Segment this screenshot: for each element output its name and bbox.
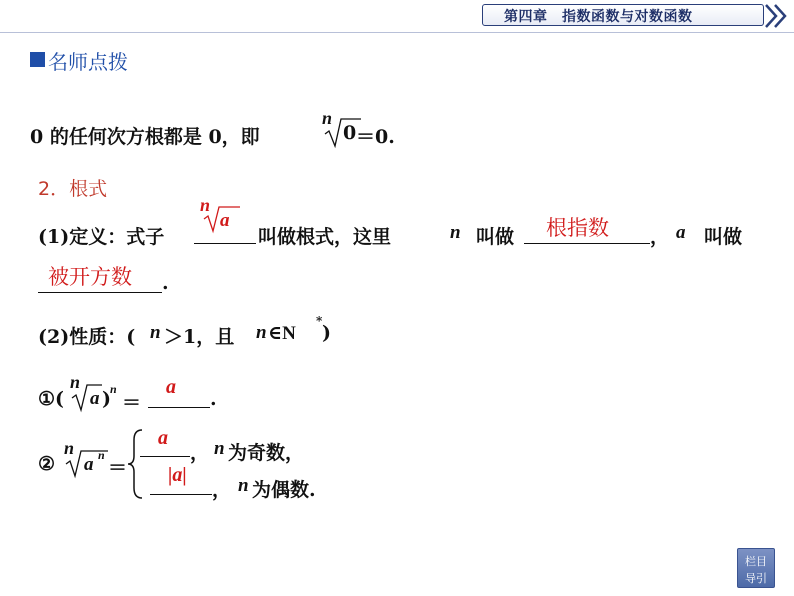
left-brace [126,428,146,500]
prop1-answer: a [166,376,176,398]
nav-label-line1: 栏目 [745,555,767,568]
answer-radical-radicand: a [220,210,230,231]
prop1-end: . [210,388,217,410]
prop2-case1-var: n [214,438,225,459]
prop2-case1-cond: 为奇数， [228,442,305,464]
chapter-title: 第四章 指数函数与对数函数 [504,9,693,25]
prop2-case1-comma: ， [190,442,210,464]
nav-label-line2: 导引 [745,572,767,585]
item2-title: 2．根式 [38,178,108,200]
answer-radicand-name: 被开方数 [48,265,132,289]
line1-prefix: 0 的任何次方根都是 0，即 [30,126,260,148]
definition-mid: 叫做根式，这里 [258,226,392,248]
prop2-case1-blank [140,456,190,457]
header-divider [0,32,794,33]
answer-root-index: 根指数 [546,216,609,240]
prop2-case2-var: n [238,475,249,496]
prop1-marker: ①( [38,388,65,410]
definition-label: (1)定义：式子 [38,226,165,248]
section-nav-button[interactable] [737,548,775,588]
answer-blank-root-index [524,243,650,244]
var-n: n [450,222,461,243]
answer-blank-radical [194,243,256,244]
property-var-n2: n [256,322,267,343]
property-sup: * [316,314,323,328]
definition-called2: 叫做 [704,226,743,248]
property-var-n: n [150,322,161,343]
prop2-radicand: a [84,454,94,475]
definition-called: 叫做 [476,226,515,248]
prop2-root-index: n [64,438,75,458]
prop2-case2-comma: ， [212,479,232,501]
line1-radicand: 0 [343,122,357,144]
property-label: (2)性质：( [38,326,136,348]
definition-comma: ， [650,226,670,248]
property-set: ∈N [268,323,296,344]
var-a: a [676,222,686,243]
double-chevron-right-icon [762,1,792,31]
line1-root-index: n [322,108,333,128]
property-close: ) [322,322,331,344]
definition-end: . [162,272,169,294]
property-cond: ＞1，且 [164,326,235,348]
section-title: 名师点拨 [48,50,128,74]
prop1-eq: ＝ [122,392,142,414]
prop2-case2-cond: 为偶数. [252,479,316,501]
prop2-case2-answer: |a| [168,464,187,486]
prop1-power: ) [102,388,111,410]
prop2-case2-blank [150,494,212,495]
prop2-radicand-exp: n [98,448,105,462]
prop1-answer-blank [148,407,210,408]
prop1-exp: n [110,382,117,396]
square-bullet-icon [30,52,45,67]
prop1-radicand: a [90,388,100,409]
answer-blank-radicand-name [38,292,162,293]
prop1-root-index: n [70,372,81,392]
answer-radical-index: n [200,195,211,215]
prop2-case1-answer: a [158,427,168,449]
line1-suffix: ＝0. [356,126,395,148]
prop2-marker: ② [38,453,56,475]
prop2-eq: ＝ [108,457,128,479]
